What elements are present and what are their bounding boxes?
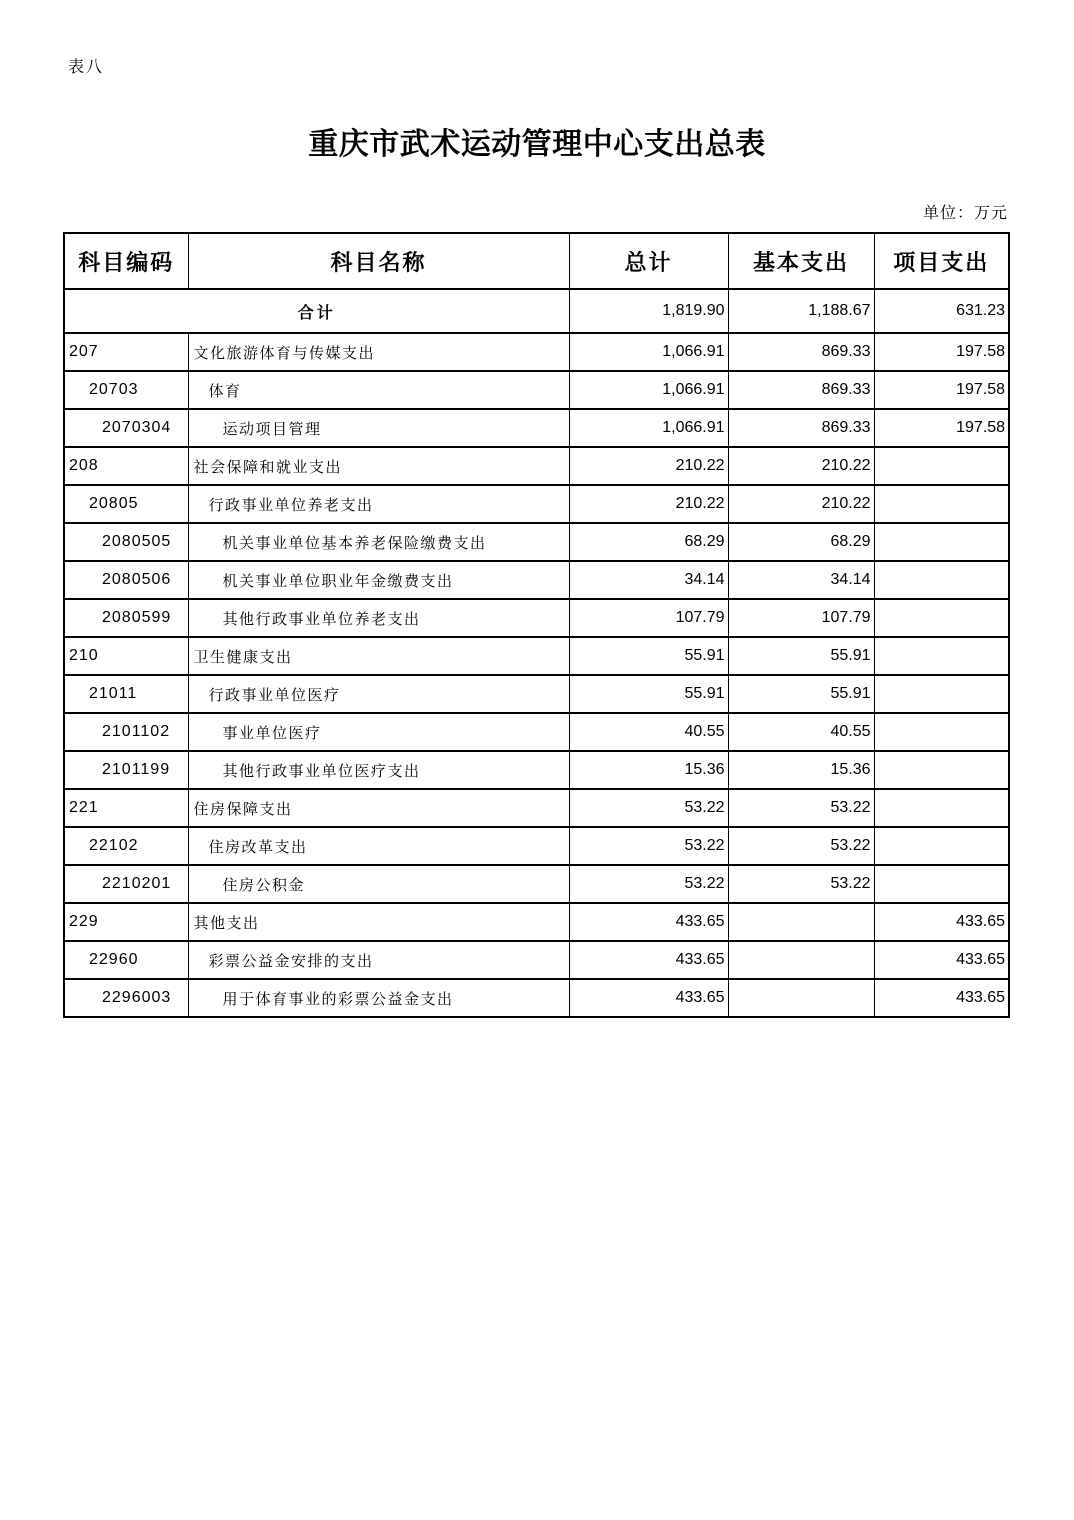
project-expenditure-cell: 433.65 xyxy=(874,903,1009,941)
subject-code-cell: 2080599 xyxy=(64,599,188,637)
unit-label: 单位：万元 xyxy=(922,205,1008,222)
table-row xyxy=(64,713,1009,751)
subject-name-cell: 住房保障支出 xyxy=(188,789,569,827)
basic-expenditure-cell: 210.22 xyxy=(728,447,874,485)
subject-name-cell: 卫生健康支出 xyxy=(188,637,569,675)
total-amount-cell: 55.91 xyxy=(569,637,728,675)
table-number-note: 表八 xyxy=(68,59,105,76)
subject-code-cell: 2101199 xyxy=(64,751,188,789)
subject-name-cell: 其他支出 xyxy=(188,903,569,941)
total-amount-cell: 1,066.91 xyxy=(569,409,728,447)
column-header-subject-name: 科目名称 xyxy=(188,233,569,289)
subject-name-cell: 彩票公益金安排的支出 xyxy=(188,941,569,979)
table-row xyxy=(64,675,1009,713)
basic-expenditure-cell: 869.33 xyxy=(728,409,874,447)
table-row xyxy=(64,751,1009,789)
basic-expenditure-cell xyxy=(728,941,874,979)
total-amount-cell: 1,066.91 xyxy=(569,333,728,371)
subject-code-cell: 2080505 xyxy=(64,523,188,561)
basic-expenditure-cell: 55.91 xyxy=(728,637,874,675)
project-expenditure-cell: 197.58 xyxy=(874,333,1009,371)
subject-name-cell: 住房改革支出 xyxy=(188,827,569,865)
basic-expenditure-cell xyxy=(728,979,874,1017)
total-amount-cell: 433.65 xyxy=(569,941,728,979)
basic-expenditure-cell: 55.91 xyxy=(728,675,874,713)
subject-code-cell: 210 xyxy=(64,637,188,675)
subject-name-cell: 文化旅游体育与传媒支出 xyxy=(188,333,569,371)
subject-code-cell: 20805 xyxy=(64,485,188,523)
column-header-subject-code: 科目编码 xyxy=(64,233,188,289)
project-expenditure-cell xyxy=(874,485,1009,523)
subject-code-cell: 22102 xyxy=(64,827,188,865)
table-header-row xyxy=(64,233,1009,289)
project-expenditure-cell xyxy=(874,713,1009,751)
table-row xyxy=(64,447,1009,485)
total-amount-cell: 433.65 xyxy=(569,979,728,1017)
basic-expenditure-cell: 53.22 xyxy=(728,865,874,903)
subject-name-cell: 运动项目管理 xyxy=(188,409,569,447)
subject-code-cell: 2101102 xyxy=(64,713,188,751)
subject-code-cell: 2210201 xyxy=(64,865,188,903)
project-expenditure-cell: 197.58 xyxy=(874,371,1009,409)
column-header-basic-expenditure: 基本支出 xyxy=(728,233,874,289)
project-expenditure-cell: 433.65 xyxy=(874,979,1009,1017)
basic-expenditure-cell: 210.22 xyxy=(728,485,874,523)
project-expenditure-cell: 631.23 xyxy=(874,289,1009,333)
project-expenditure-cell: 197.58 xyxy=(874,409,1009,447)
basic-expenditure-cell: 15.36 xyxy=(728,751,874,789)
row-total-label: 合计 xyxy=(64,289,569,333)
project-expenditure-cell xyxy=(874,561,1009,599)
basic-expenditure-cell xyxy=(728,903,874,941)
column-header-total: 总计 xyxy=(569,233,728,289)
subject-code-cell: 2296003 xyxy=(64,979,188,1017)
table-row xyxy=(64,865,1009,903)
subject-name-cell: 事业单位医疗 xyxy=(188,713,569,751)
table-row xyxy=(64,827,1009,865)
subject-name-cell: 行政事业单位医疗 xyxy=(188,675,569,713)
total-amount-cell: 433.65 xyxy=(569,903,728,941)
basic-expenditure-cell: 34.14 xyxy=(728,561,874,599)
subject-name-cell: 社会保障和就业支出 xyxy=(188,447,569,485)
subject-code-cell: 22960 xyxy=(64,941,188,979)
table-row xyxy=(64,979,1009,1017)
basic-expenditure-cell: 1,188.67 xyxy=(728,289,874,333)
subject-name-cell: 行政事业单位养老支出 xyxy=(188,485,569,523)
table-row xyxy=(64,789,1009,827)
total-amount-cell: 40.55 xyxy=(569,713,728,751)
basic-expenditure-cell: 869.33 xyxy=(728,371,874,409)
basic-expenditure-cell: 869.33 xyxy=(728,333,874,371)
total-amount-cell: 53.22 xyxy=(569,827,728,865)
project-expenditure-cell xyxy=(874,789,1009,827)
subject-name-cell: 其他行政事业单位医疗支出 xyxy=(188,751,569,789)
subject-name-cell: 机关事业单位基本养老保险缴费支出 xyxy=(188,523,569,561)
project-expenditure-cell xyxy=(874,675,1009,713)
table-row xyxy=(64,561,1009,599)
basic-expenditure-cell: 53.22 xyxy=(728,789,874,827)
project-expenditure-cell xyxy=(874,523,1009,561)
table-row xyxy=(64,903,1009,941)
expenditure-summary-table xyxy=(63,232,1010,1018)
page-title: 重庆市武术运动管理中心支出总表 xyxy=(308,128,766,161)
basic-expenditure-cell: 68.29 xyxy=(728,523,874,561)
total-amount-cell: 53.22 xyxy=(569,789,728,827)
subject-code-cell: 2080506 xyxy=(64,561,188,599)
table-row xyxy=(64,485,1009,523)
table-row xyxy=(64,637,1009,675)
subject-code-cell: 2070304 xyxy=(64,409,188,447)
total-amount-cell: 107.79 xyxy=(569,599,728,637)
total-amount-cell: 55.91 xyxy=(569,675,728,713)
total-amount-cell: 210.22 xyxy=(569,447,728,485)
subject-code-cell: 20703 xyxy=(64,371,188,409)
subject-name-cell: 机关事业单位职业年金缴费支出 xyxy=(188,561,569,599)
project-expenditure-cell xyxy=(874,865,1009,903)
table-row xyxy=(64,333,1009,371)
table-row xyxy=(64,409,1009,447)
subject-name-cell: 其他行政事业单位养老支出 xyxy=(188,599,569,637)
project-expenditure-cell xyxy=(874,447,1009,485)
total-amount-cell: 1,066.91 xyxy=(569,371,728,409)
subject-name-cell: 体育 xyxy=(188,371,569,409)
project-expenditure-cell xyxy=(874,637,1009,675)
basic-expenditure-cell: 53.22 xyxy=(728,827,874,865)
total-amount-cell: 53.22 xyxy=(569,865,728,903)
subject-code-cell: 207 xyxy=(64,333,188,371)
total-amount-cell: 68.29 xyxy=(569,523,728,561)
basic-expenditure-cell: 40.55 xyxy=(728,713,874,751)
project-expenditure-cell xyxy=(874,827,1009,865)
total-amount-cell: 1,819.90 xyxy=(569,289,728,333)
table-body xyxy=(64,289,1009,1017)
table-row xyxy=(64,371,1009,409)
project-expenditure-cell: 433.65 xyxy=(874,941,1009,979)
subject-code-cell: 21011 xyxy=(64,675,188,713)
subject-name-cell: 住房公积金 xyxy=(188,865,569,903)
subject-code-cell: 221 xyxy=(64,789,188,827)
table-row xyxy=(64,599,1009,637)
subject-code-cell: 229 xyxy=(64,903,188,941)
column-header-project-expenditure: 项目支出 xyxy=(874,233,1009,289)
total-amount-cell: 34.14 xyxy=(569,561,728,599)
total-amount-cell: 15.36 xyxy=(569,751,728,789)
table-row xyxy=(64,941,1009,979)
subject-name-cell: 用于体育事业的彩票公益金支出 xyxy=(188,979,569,1017)
total-amount-cell: 210.22 xyxy=(569,485,728,523)
project-expenditure-cell xyxy=(874,599,1009,637)
table-row xyxy=(64,523,1009,561)
total-row xyxy=(64,289,1009,333)
basic-expenditure-cell: 107.79 xyxy=(728,599,874,637)
subject-code-cell: 208 xyxy=(64,447,188,485)
project-expenditure-cell xyxy=(874,751,1009,789)
